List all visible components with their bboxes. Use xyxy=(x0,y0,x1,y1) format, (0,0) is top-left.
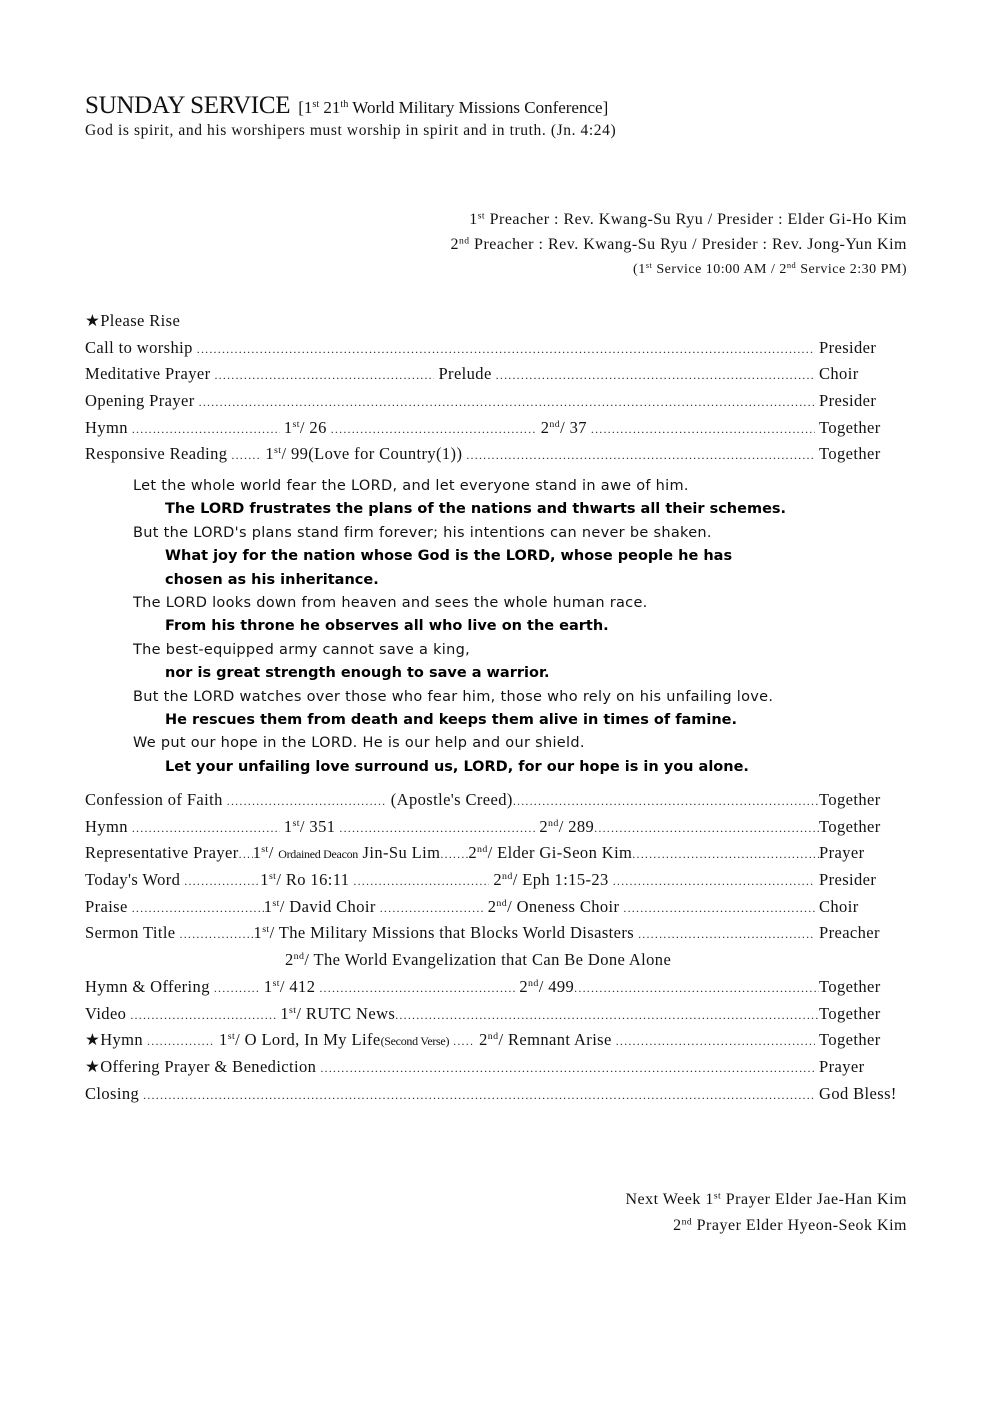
order-row-responsive-reading xyxy=(85,441,905,468)
ordinal: 1 xyxy=(469,211,478,228)
order-of-worship-part2 xyxy=(85,787,905,1107)
item-label: Hymn xyxy=(85,417,128,437)
preacher-text: Preacher : Rev. Kwang-Su Ryu / Presider : Elder Gi-Ho Kim xyxy=(485,211,907,228)
reading-line-leader: The LORD looks down from heaven and sees the whole human race. xyxy=(133,594,648,611)
reading-line-people: The LORD frustrates the plans of the nations and thwarts all their schemes. xyxy=(165,501,787,518)
order-row-meditative-prayer xyxy=(85,361,905,388)
next-week-text: Prayer Elder Jae-Han Kim xyxy=(721,1191,907,1208)
first-value: / 99(Love for Country(1)) xyxy=(281,444,463,464)
ordinal-sup: st xyxy=(261,844,269,856)
order-row-video xyxy=(85,1001,905,1028)
ordinal-sup: nd xyxy=(496,897,508,909)
next-week-info xyxy=(625,1187,907,1239)
subtitle-rest: World Military Missions Conference] xyxy=(348,98,609,117)
dot-leader xyxy=(574,974,819,1001)
dot-leader xyxy=(320,1054,815,1081)
ordinal-sup: nd xyxy=(528,977,539,989)
first-service: 1st/ Ordained Deacon Jin-Su Lim xyxy=(252,843,441,863)
preacher-text: Preacher : Rev. Kwang-Su Ryu / Presider : Rev. Jong-Yun Kim xyxy=(469,236,907,253)
dot-leader xyxy=(594,814,819,841)
ordinal: 2 xyxy=(450,236,459,253)
first-value: / The Military Missions that Blocks World Disasters xyxy=(269,923,635,943)
dot-leader xyxy=(623,894,815,921)
responsive-reading-text xyxy=(133,475,786,779)
ordinal-sup: st xyxy=(272,897,280,909)
reading-line-leader: Let the whole world fear the LORD, and let everyone stand in awe of him. xyxy=(133,478,689,494)
ordinal: 2 xyxy=(468,843,477,863)
dot-leader xyxy=(591,415,815,442)
dot-leader xyxy=(496,361,815,388)
order-row-hymn-offering xyxy=(85,974,905,1001)
second-service xyxy=(479,1027,612,1054)
reading-line-people: From his throne he observes all who live on the earth. xyxy=(165,618,609,635)
second-service xyxy=(285,947,671,974)
dot-leader xyxy=(132,415,280,442)
second-service xyxy=(468,840,632,867)
first-value: Jin-Su Lim xyxy=(358,843,441,863)
order-row-todays-word xyxy=(85,867,905,894)
first-preacher-line xyxy=(450,207,907,232)
first-value: / RUTC News xyxy=(296,1003,396,1023)
item-label: Closing xyxy=(85,1083,140,1103)
item-role: Choir xyxy=(819,896,859,916)
second-service xyxy=(519,974,574,1001)
order-row-hymn-3 xyxy=(85,1027,905,1054)
item-label: Meditative Prayer xyxy=(85,364,211,384)
ordinal: 2 xyxy=(673,1217,682,1234)
ordinal: 2 xyxy=(539,816,549,836)
first-value-small: (Second Verse) xyxy=(380,1034,450,1049)
dot-leader xyxy=(180,920,254,947)
item-label: Representative Prayer xyxy=(85,843,239,863)
reading-line-people: Let your unfailing love surround us, LORD, for our hope is in you alone. xyxy=(165,758,749,775)
item-role: Preacher xyxy=(819,923,880,943)
first-value: / 351 xyxy=(299,816,336,836)
preacher-info xyxy=(450,207,907,282)
item-middle: Prelude xyxy=(438,364,492,384)
dot-leader xyxy=(632,840,819,867)
dot-leader xyxy=(353,867,489,894)
order-row-hymn-2 xyxy=(85,814,905,841)
ordinal: 1 xyxy=(252,843,262,863)
first-service xyxy=(219,1027,449,1054)
item-role: Together xyxy=(819,444,881,464)
service-times xyxy=(450,257,907,282)
ordinal-sup: st xyxy=(713,1190,722,1202)
dot-leader xyxy=(440,840,468,867)
dot-leader xyxy=(184,867,260,894)
item-role: God Bless! xyxy=(819,1083,897,1103)
second-preacher-line xyxy=(450,232,907,257)
ordinal-sup: st xyxy=(274,445,282,457)
times-text: (1 xyxy=(633,262,646,277)
item-label: Sermon Title xyxy=(85,923,176,943)
item-label: Responsive Reading xyxy=(85,444,228,464)
item-label: Confession of Faith xyxy=(85,790,223,809)
order-row-call-to-worship xyxy=(85,335,905,362)
ordinal-sup: nd xyxy=(502,871,513,883)
first-value-small: Ordained Deacon xyxy=(278,847,358,862)
times-text: Service 10:00 AM / 2 xyxy=(652,262,787,277)
reading-line-people: chosen as his inheritance. xyxy=(165,571,379,588)
reading-line-people: What joy for the nation whose God is the LORD, whose people he has xyxy=(165,548,733,565)
item-label: Praise xyxy=(85,896,128,916)
dot-leader xyxy=(197,335,815,362)
reading-line-people: nor is great strength enough to save a warrior. xyxy=(165,665,550,682)
ordinal: 2 xyxy=(519,976,529,996)
ordinal: 2 xyxy=(493,870,503,890)
ordinal-sup: st xyxy=(289,1004,297,1016)
dot-leader xyxy=(331,415,537,442)
item-label: Opening Prayer xyxy=(85,391,195,411)
ordinal: 1 xyxy=(265,444,275,464)
reading-line-people: He rescues them from death and keeps them alive in times of famine. xyxy=(165,711,738,728)
item-role: Choir xyxy=(819,364,859,384)
ordinal-sup: nd xyxy=(681,1216,693,1228)
title-subtitle xyxy=(298,98,608,117)
ordinal-sup: nd xyxy=(487,1031,499,1043)
times-text: Service 2:30 PM) xyxy=(796,262,907,277)
dot-leader xyxy=(513,787,819,814)
order-row-confession xyxy=(85,787,905,814)
second-value: / Oneness Choir xyxy=(507,896,620,916)
order-row-praise xyxy=(85,894,905,921)
ordinal-sup: st xyxy=(477,210,486,222)
reading-line-leader: But the LORD watches over those who fear him, those who rely on his unfailing love. xyxy=(133,688,774,705)
item-label: Hymn & Offering xyxy=(85,976,210,996)
first-value: / 26 xyxy=(299,417,327,437)
item-role: Prayer xyxy=(819,843,865,863)
ordinal-sup: st xyxy=(292,817,300,829)
dot-leader xyxy=(616,1027,815,1054)
second-value: / 289 xyxy=(558,816,595,836)
order-row-closing xyxy=(85,1081,905,1108)
first-service xyxy=(264,974,316,1001)
first-value: / O Lord, In My Life xyxy=(235,1030,381,1050)
theme-verse: God is spirit, and his worshipers must worship in spirit and in truth. (Jn. 4:24) xyxy=(85,122,617,139)
ordinal: 2 xyxy=(479,1030,488,1050)
first-service xyxy=(284,814,336,841)
item-role: Presider xyxy=(819,870,877,890)
second-service xyxy=(488,894,620,921)
ordinal-sup: st xyxy=(272,977,280,989)
second-value: / The World Evangelization that Can Be Done Alone xyxy=(304,950,672,970)
ordinal-sup: nd xyxy=(786,260,797,270)
dot-leader xyxy=(227,787,387,814)
next-week-text: Next Week 1 xyxy=(625,1191,714,1208)
dot-leader xyxy=(130,1001,276,1028)
dot-leader xyxy=(239,840,253,867)
first-service xyxy=(264,894,376,921)
ordinal: 2 xyxy=(285,950,294,970)
ordinal: 2 xyxy=(540,417,550,437)
second-service xyxy=(493,867,608,894)
second-value: / Eph 1:15-23 xyxy=(512,870,609,890)
ordinal: 1 xyxy=(283,417,293,437)
first-service xyxy=(280,1001,395,1028)
next-week-line-1 xyxy=(625,1187,907,1213)
order-row-hymn xyxy=(85,415,905,442)
item-label: Call to worship xyxy=(85,337,193,357)
order-row-sermon-title-second xyxy=(85,947,905,974)
reading-line-leader: But the LORD's plans stand firm forever; his intentions can never be shaken. xyxy=(133,524,712,541)
ordinal-sup: st xyxy=(268,871,277,883)
item-label: Today's Word xyxy=(85,870,181,890)
reading-line-leader: We put our hope in the LORD. He is our help and our shield. xyxy=(133,735,585,752)
first-value: / 412 xyxy=(279,976,316,996)
dot-leader xyxy=(453,1027,475,1054)
item-middle: (Apostle's Creed) xyxy=(390,790,513,809)
item-label: Video xyxy=(85,1003,127,1023)
first-value: / Ro 16:11 xyxy=(276,870,350,890)
ordinal: 1 xyxy=(219,1030,228,1050)
item-role: Together xyxy=(819,1003,881,1023)
item-role: Prayer xyxy=(819,1056,865,1076)
item-role: Together xyxy=(819,790,881,809)
second-service xyxy=(541,415,587,442)
ordinal-sup: nd xyxy=(476,844,488,856)
order-row-offering-prayer xyxy=(85,1054,905,1081)
next-week-text: Prayer Elder Hyeon-Seok Kim xyxy=(692,1217,907,1234)
dot-leader xyxy=(395,1001,819,1028)
subtitle-prefix: [1 xyxy=(298,98,313,117)
order-of-worship-part1 xyxy=(85,308,905,468)
item-role: Together xyxy=(819,1030,881,1050)
dot-leader xyxy=(199,388,815,415)
second-value: / Remnant Arise xyxy=(498,1030,612,1050)
item-label: ★Hymn xyxy=(85,1030,144,1050)
second-value: / 37 xyxy=(560,417,587,437)
ordinal: 1 xyxy=(253,923,263,943)
dot-leader xyxy=(319,974,515,1001)
order-row-opening-prayer xyxy=(85,388,905,415)
subtitle-sup: th xyxy=(340,98,349,110)
dot-leader xyxy=(214,361,434,388)
dot-leader xyxy=(466,441,815,468)
item-role: Presider xyxy=(819,391,877,411)
dot-leader xyxy=(231,441,261,468)
second-value: / Elder Gi-Seon Kim xyxy=(487,843,633,863)
ordinal-sup: st xyxy=(227,1031,236,1043)
dot-leader xyxy=(147,1027,215,1054)
ordinal: 1 xyxy=(263,896,273,916)
ordinal: 1 xyxy=(280,1003,289,1023)
first-service xyxy=(260,867,349,894)
please-rise xyxy=(85,308,905,335)
subtitle-sup: st xyxy=(312,98,320,110)
ordinal: 2 xyxy=(487,896,497,916)
order-row-representative-prayer xyxy=(85,840,905,867)
reading-line-leader: The best-equipped army cannot save a king, xyxy=(133,641,471,658)
item-role: Together xyxy=(819,816,881,836)
dot-leader xyxy=(380,894,484,921)
dot-leader xyxy=(339,814,535,841)
dot-leader xyxy=(132,894,264,921)
item-label: ★Offering Prayer & Benediction xyxy=(85,1056,317,1076)
ordinal-sup: nd xyxy=(549,418,561,430)
item-role: Together xyxy=(819,417,881,437)
page-title xyxy=(85,92,608,120)
ordinal-sup: st xyxy=(262,924,270,936)
ordinal: 1 xyxy=(263,976,273,996)
order-row-sermon-title xyxy=(85,920,905,947)
ordinal-sup: nd xyxy=(458,235,470,247)
second-value: / 499 xyxy=(538,976,575,996)
item-role: Together xyxy=(819,976,881,996)
ordinal-sup: nd xyxy=(548,817,559,829)
next-week-line-2 xyxy=(625,1213,907,1239)
item-role: Presider xyxy=(819,337,877,357)
ordinal-sup: st xyxy=(292,418,300,430)
second-service xyxy=(539,814,594,841)
first-service xyxy=(254,920,635,947)
dot-leader xyxy=(613,867,815,894)
ordinal-sup: nd xyxy=(293,951,305,963)
ordinal-sup: st xyxy=(645,260,653,270)
dot-leader xyxy=(132,814,280,841)
title-main: SUNDAY SERVICE xyxy=(85,92,291,119)
ordinal: 1 xyxy=(260,870,269,890)
first-service xyxy=(265,441,462,468)
subtitle-mid: 21 xyxy=(319,98,341,117)
first-service xyxy=(284,415,327,442)
item-label: Hymn xyxy=(85,816,128,836)
ordinal: 1 xyxy=(283,816,293,836)
dot-leader xyxy=(214,974,260,1001)
first-value: / David Choir xyxy=(279,896,376,916)
please-rise-label: ★Please Rise xyxy=(85,311,181,330)
dot-leader xyxy=(143,1081,815,1108)
dot-leader xyxy=(638,920,815,947)
